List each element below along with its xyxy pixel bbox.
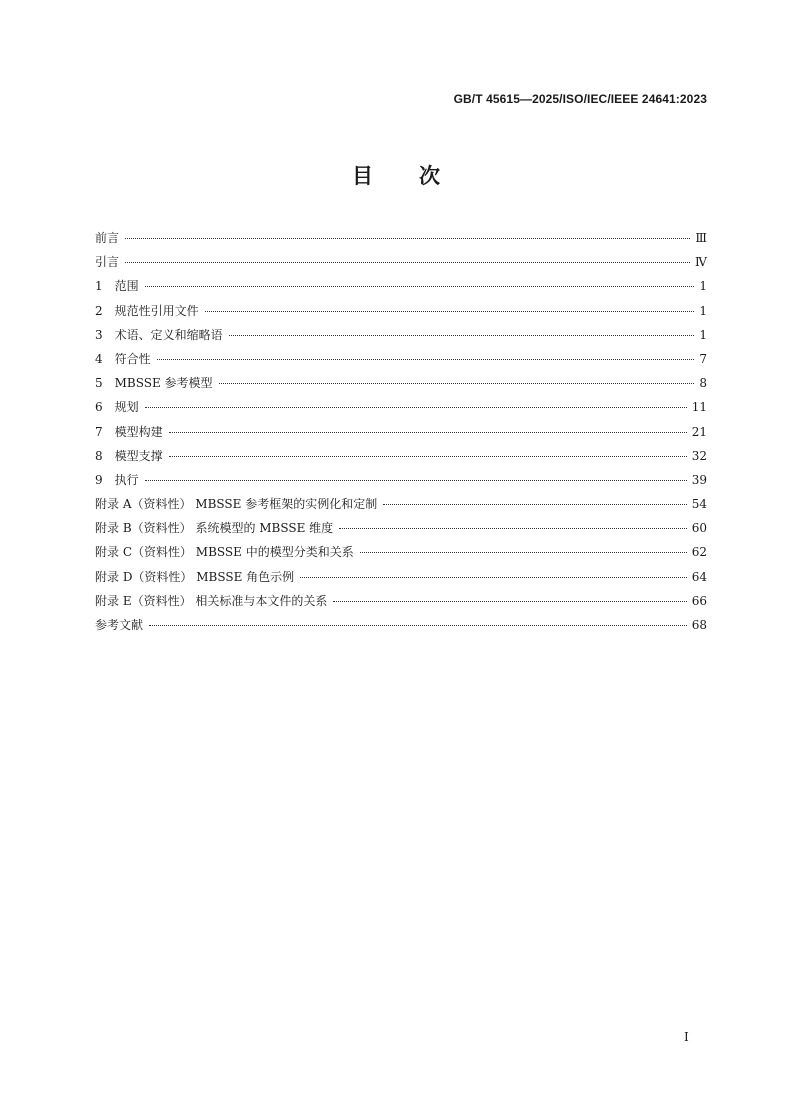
toc-entry-label: 执行 <box>114 472 139 487</box>
toc-entry-page: 1 <box>699 279 707 294</box>
toc-entry-page: 60 <box>691 521 707 536</box>
toc-entry-label: 附录 A（资料性） MBSSE 参考框架的实例化和定制 <box>95 497 378 512</box>
toc-entry[interactable] <box>95 274 707 298</box>
toc-entry-page: 1 <box>699 327 707 342</box>
toc-entry-page: 64 <box>691 569 707 584</box>
toc-entry-page: 7 <box>699 351 707 366</box>
toc-dot-leader <box>300 577 687 578</box>
toc-entry[interactable] <box>95 226 707 250</box>
toc-entry[interactable] <box>95 371 707 395</box>
toc-entry[interactable] <box>95 444 707 468</box>
toc-entry-number: 5 <box>95 376 103 391</box>
toc-dot-leader <box>145 286 694 287</box>
toc-dot-leader <box>229 335 694 336</box>
toc-entry[interactable] <box>95 395 707 419</box>
toc-dot-leader <box>339 528 687 529</box>
toc-entry-label: 规范性引用文件 <box>114 303 199 318</box>
toc-entry-number: 1 <box>95 279 103 294</box>
toc-entry-page: 8 <box>699 376 707 391</box>
toc-entry-page: 1 <box>699 303 707 318</box>
toc-dot-leader <box>125 262 690 263</box>
toc-dot-leader <box>333 601 686 602</box>
toc-entry-label: 术语、定义和缩略语 <box>114 327 223 342</box>
toc-dot-leader <box>149 625 687 626</box>
toc-entry-label: 模型支撑 <box>114 448 163 463</box>
toc-entry[interactable] <box>95 250 707 274</box>
toc-entry[interactable] <box>95 540 707 564</box>
toc-entry-page: 39 <box>691 472 707 487</box>
toc-entry[interactable] <box>95 323 707 347</box>
toc-dot-leader <box>383 504 687 505</box>
toc-entry-label: 附录 C（资料性） MBSSE 中的模型分类和关系 <box>95 545 354 560</box>
toc-entry-label: 模型构建 <box>114 424 163 439</box>
toc-dot-leader <box>157 359 694 360</box>
toc-entry[interactable] <box>95 299 707 323</box>
toc-entry-number: 9 <box>95 472 103 487</box>
toc-entry[interactable] <box>95 565 707 589</box>
toc-entry-number: 6 <box>95 400 103 415</box>
toc-entry[interactable] <box>95 613 707 637</box>
toc-entry-label: 参考文献 <box>95 618 144 632</box>
toc-entry-page: 66 <box>691 593 707 608</box>
toc-entry[interactable] <box>95 468 707 492</box>
toc-entry-number: 3 <box>95 327 103 342</box>
toc-dot-leader <box>145 480 687 481</box>
toc-entry-label: MBSSE 参考模型 <box>114 376 213 391</box>
toc-dot-leader <box>169 432 687 433</box>
toc-entry-page: 62 <box>691 545 707 560</box>
toc-entry[interactable] <box>95 420 707 444</box>
toc-entry[interactable] <box>95 516 707 540</box>
toc-entry-number: 7 <box>95 424 103 439</box>
toc-entry-label: 附录 B（资料性） 系统模型的 MBSSE 维度 <box>95 521 334 536</box>
toc-entry-label: 规划 <box>114 400 139 415</box>
toc-entry-label: 前言 <box>95 231 120 245</box>
toc-entry[interactable] <box>95 589 707 613</box>
toc-entry-page: 21 <box>691 424 707 439</box>
toc-title <box>0 160 792 190</box>
toc-entry-number: 2 <box>95 303 103 318</box>
table-of-contents <box>95 226 707 637</box>
toc-entry-page: 68 <box>691 618 707 632</box>
toc-dot-leader <box>219 383 694 384</box>
toc-entry-page: Ⅳ <box>695 255 707 270</box>
toc-entry-label: 附录 D（资料性） MBSSE 角色示例 <box>95 569 295 584</box>
toc-title-char-2: 次 <box>419 164 440 188</box>
toc-entry-label: 附录 E（资料性） 相关标准与本文件的关系 <box>95 593 328 608</box>
toc-entry-page: 32 <box>691 448 707 463</box>
toc-entry[interactable] <box>95 347 707 371</box>
toc-entry-number: 8 <box>95 448 103 463</box>
toc-entry-page: 54 <box>691 497 707 512</box>
standard-number-header: GB/T 45615—2025/ISO/IEC/IEEE 24641:2023 <box>453 92 707 106</box>
toc-entry-label: 符合性 <box>114 351 151 366</box>
toc-dot-leader <box>169 456 687 457</box>
toc-entry[interactable] <box>95 492 707 516</box>
toc-dot-leader <box>205 311 694 312</box>
toc-dot-leader <box>125 238 690 239</box>
toc-entry-number: 4 <box>95 351 103 366</box>
toc-title-char-1: 目 <box>352 164 373 188</box>
toc-entry-page: Ⅲ <box>695 231 707 245</box>
page-number: I <box>684 1030 689 1044</box>
toc-entry-label: 引言 <box>95 255 120 270</box>
toc-entry-page: 11 <box>691 400 707 415</box>
toc-entry-label: 范围 <box>114 279 139 294</box>
toc-dot-leader <box>145 407 687 408</box>
toc-dot-leader <box>360 552 687 553</box>
